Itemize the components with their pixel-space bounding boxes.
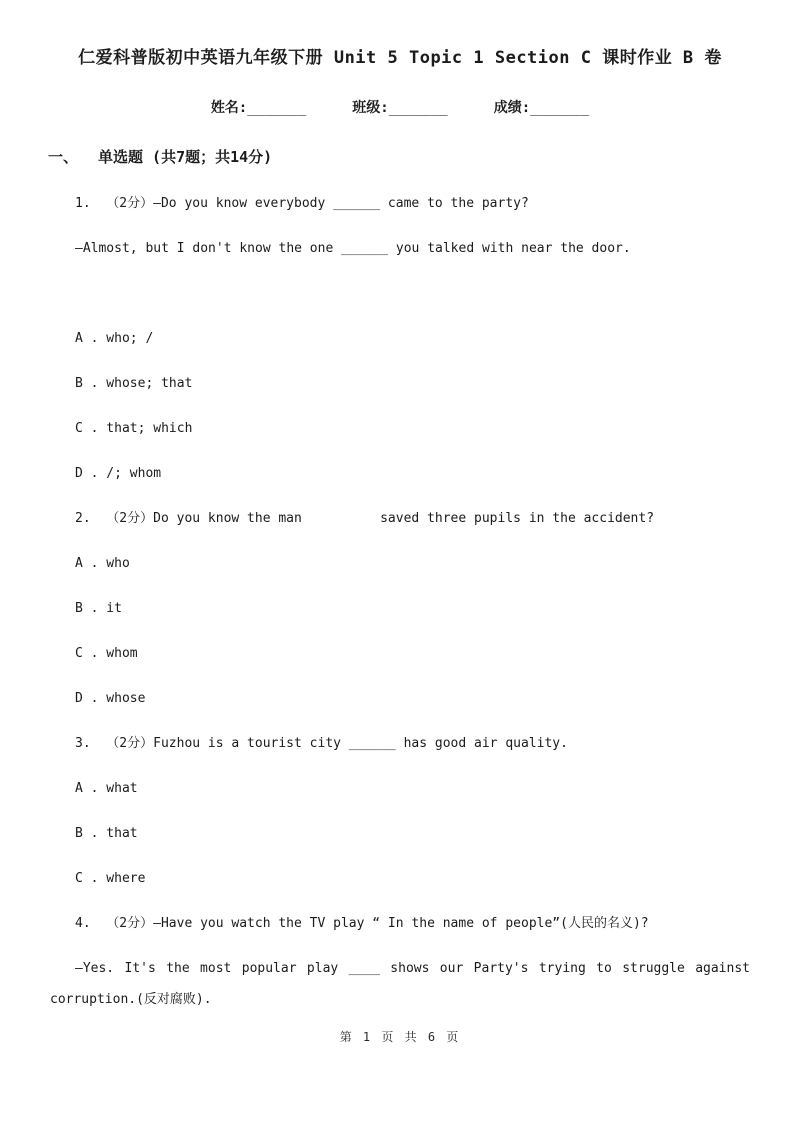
- name-blank: _______: [247, 100, 307, 116]
- score-field: [494, 100, 589, 116]
- question-1-text-line2: —Almost, but I don't know the one ______ you talked with near the door.: [75, 241, 631, 256]
- question-2-option-d: D . whose: [75, 691, 146, 706]
- score-blank: _______: [530, 100, 590, 116]
- question-3-text: 3. （2分）Fuzhou is a tourist city ______ has good air quality.: [75, 736, 568, 751]
- question-2-text: 2. （2分）Do you know the man saved three pupils in the accident?: [75, 511, 655, 526]
- student-info-row: [0, 100, 800, 116]
- question-1-option-d: D . /; whom: [75, 466, 162, 481]
- question-4-text: 4. （2分）—Have you watch the TV play “ In the name of people”(人民的名义)?: [75, 916, 649, 931]
- question-3-option-b: B . that: [75, 826, 138, 841]
- question-2-option-a: A . who: [75, 556, 130, 571]
- page-number-footer: 第 1 页 共 6 页: [339, 1030, 461, 1044]
- question-1-option-a: A . who; /: [75, 331, 154, 346]
- question-2-option-b: B . it: [75, 601, 122, 616]
- question-2-option-c: C . whom: [75, 646, 138, 661]
- section-heading: [48, 148, 800, 166]
- question-4-answer-text: —Yes. It's the most popular play ____ shows our Party's trying to struggle against corruption.(反对腐败).: [50, 961, 750, 1007]
- section-number: 一、: [48, 148, 79, 166]
- class-blank: _______: [388, 100, 448, 116]
- question-1-option-b: B . whose; that: [75, 376, 193, 391]
- question-1-text: 1. （2分）—Do you know everybody ______ came to the party?: [75, 196, 529, 211]
- question-3-option-a: A . what: [75, 781, 138, 796]
- class-label: 班级:: [352, 100, 389, 116]
- section-title: 单选题 (共7题；共14分): [98, 148, 273, 166]
- name-label: 姓名:: [210, 100, 248, 116]
- class-field: [352, 100, 447, 116]
- name-field: [211, 100, 306, 116]
- question-1-option-c: C . that; which: [75, 421, 193, 436]
- question-3-option-c: C . where: [75, 871, 146, 886]
- page-title: 仁爱科普版初中英语九年级下册 Unit 5 Topic 1 Section C 课时作业 B 卷: [78, 48, 722, 68]
- score-label: 成绩:: [493, 100, 531, 116]
- questions-area: [50, 188, 750, 1015]
